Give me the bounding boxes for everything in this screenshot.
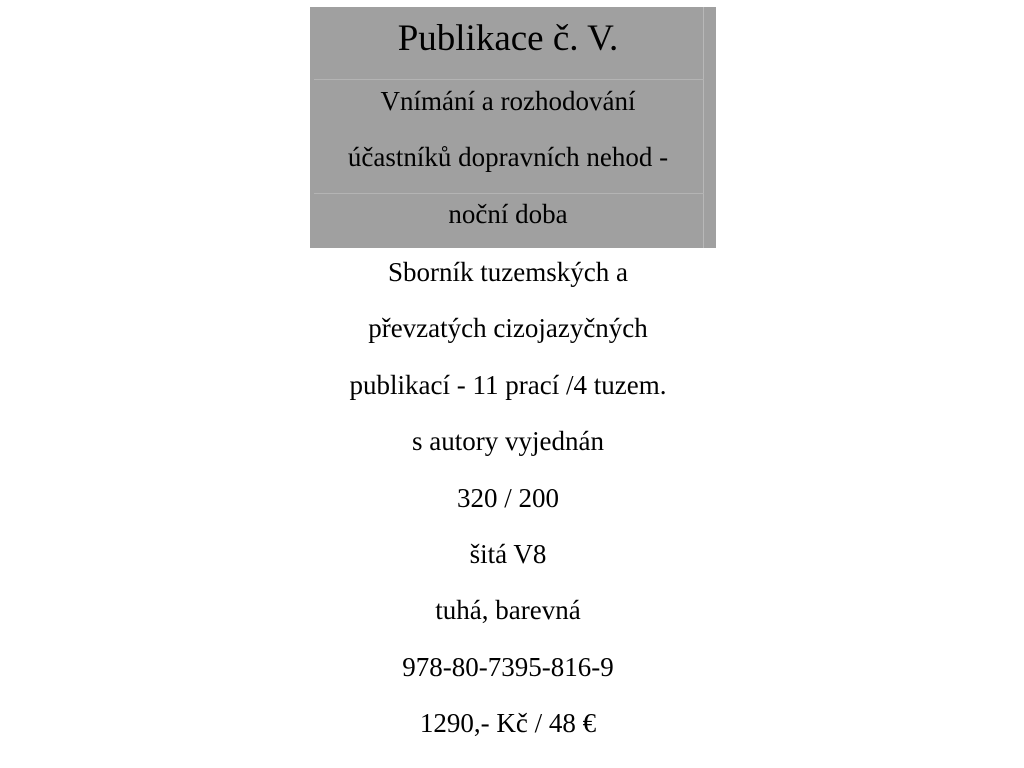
publication-subtitle-line-1: Vnímání a rozhodování [380, 86, 636, 116]
publication-entry [310, 7, 716, 739]
binding-type: šitá V8 [469, 538, 547, 569]
description-line-3: publikací - 11 prací /4 tuzem. [349, 369, 667, 400]
publication-title: Publikace č. V. [397, 18, 619, 59]
description-line-2: převzatých cizojazyčných [368, 313, 648, 344]
price: 1290,- Kč / 48 € [419, 708, 597, 739]
publication-subtitle-line-3: noční doba [448, 199, 568, 229]
publication-details [310, 251, 706, 759]
cover-type: tuhá, barevná [435, 595, 581, 626]
publication-subtitle-line-2: účastníků dopravních nehod - [347, 142, 669, 172]
publication-header [310, 7, 716, 248]
header-grid-line [314, 193, 704, 194]
rights-status: s autory vyjednán [412, 426, 604, 457]
page-count: 320 / 200 [456, 482, 559, 513]
isbn: 978-80-7395-816-9 [402, 651, 614, 682]
description-line-1: Sborník tuzemských a [388, 257, 628, 287]
header-grid-line [314, 79, 704, 80]
